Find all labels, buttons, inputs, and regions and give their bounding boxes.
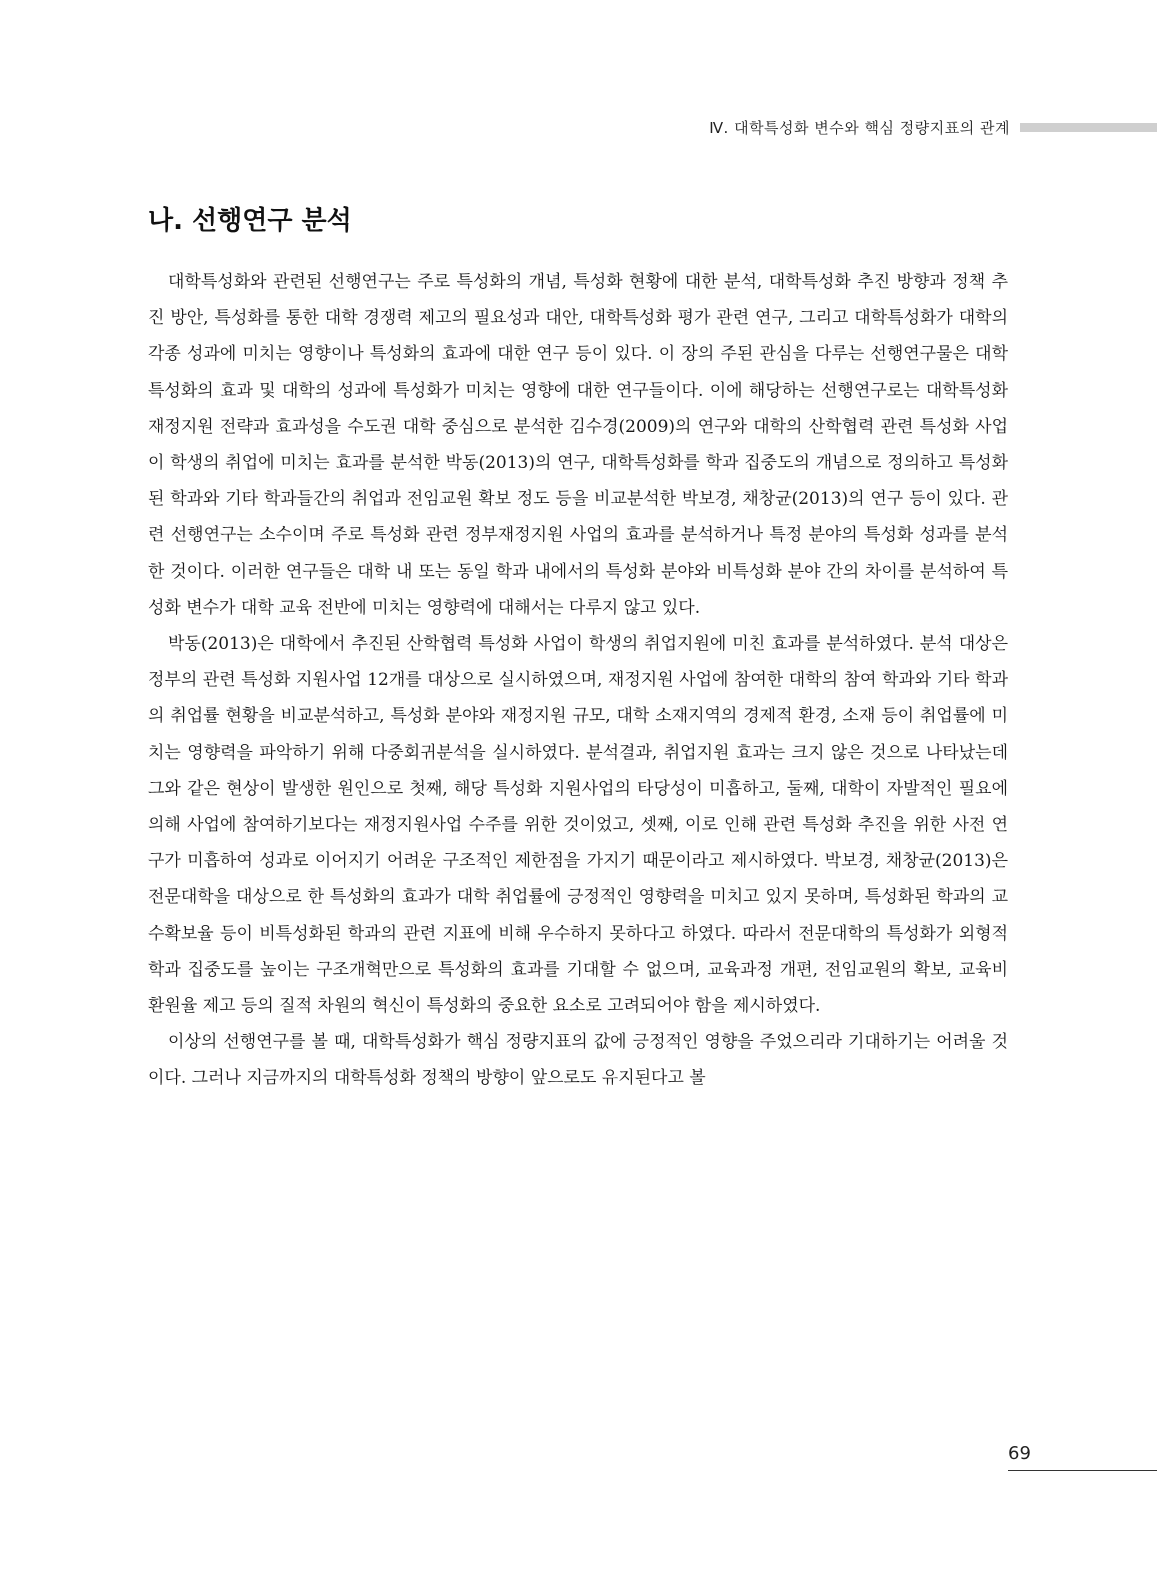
running-header: Ⅳ. 대학특성화 변수와 핵심 정량지표의 관계 [709,119,1010,137]
footer-rule [1008,1470,1157,1471]
body-text [148,264,1008,1097]
paragraph: 박동(2013)은 대학에서 추진된 산학협력 특성화 사업이 학생의 취업지원에 미친 효과를 분석하였다. 분석 대상은 정부의 관련 특성화 지원사업 12개를 대상으로 실시하였으며, 재정지원 사업에 참여한 대학의 참여 학과와 기타 학과의 취업률 현황을 비교분석하고, 특성화 분야와 재정지원 규모, 대학 소재지역의 경제적 환경, 소재 등이 취업률에 미치는 영향력을 파악하기 위해 다중회귀분석을 실시하였다. 분석결과, 취업지원 효과는 크지 않은 것으로 나타났는데 그와 같은 현상이 발생한 원인으로 첫째, 해당 특성화 지원사업의 타당성이 미흡하고, 둘째, 대학이 자발적인 필요에 의해 사업에 참여하기보다는 재정지원사업 수주를 위한 것이었고, 셋째, 이로 인해 관련 특성화 추진을 위한 사전 연구가 미흡하여 성과로 이어지기 어려운 구조적인 제한점을 가지기 때문이라고 제시하였다. 박보경, 채창균(2013)은 전문대학을 대상으로 한 특성화의 효과가 대학 취업률에 긍정적인 영향력을 미치고 있지 못하며, 특성화된 학과의 교수확보율 등이 비특성화된 학과의 관련 지표에 비해 우수하지 못하다고 하였다. 따라서 전문대학의 특성화가 외형적 학과 집중도를 높이는 구조개혁만으로 특성화의 효과를 기대할 수 없으며, 교육과정 개편, 전임교원의 확보, 교육비 환원율 제고 등의 질적 차원의 혁신이 특성화의 중요한 요소로 고려되어야 함을 제시하였다. [148,634,1008,1017]
page-number: 69 [1008,1443,1031,1464]
paragraph: 대학특성화와 관련된 선행연구는 주로 특성화의 개념, 특성화 현황에 대한 분석, 대학특성화 추진 방향과 정책 추진 방안, 특성화를 통한 대학 경쟁력 제고의 필요성과 대안, 대학특성화 평가 관련 연구, 그리고 대학특성화가 대학의 각종 성과에 미치는 영향이나 특성화의 효과에 대한 연구 등이 있다. 이 장의 주된 관심을 다루는 선행연구물은 대학특성화의 효과 및 대학의 성과에 특성화가 미치는 영향에 대한 연구들이다. 이에 해당하는 선행연구로는 대학특성화 재정지원 전략과 효과성을 수도권 대학 중심으로 분석한 김수경(2009)의 연구와 대학의 산학협력 관련 특성화 사업이 학생의 취업에 미치는 효과를 분석한 박동(2013)의 연구, 대학특성화를 학과 집중도의 개념으로 정의하고 특성화된 학과와 기타 학과들간의 취업과 전임교원 확보 정도 등을 비교분석한 박보경, 채창균(2013)의 연구 등이 있다. 관련 선행연구는 소수이며 주로 특성화 관련 정부재정지원 사업의 효과를 분석하거나 특정 분야의 특성화 성과를 분석한 것이다. 이러한 연구들은 대학 내 또는 동일 학과 내에서의 특성화 분야와 비특성화 분야 간의 차이를 분석하여 특성화 변수가 대학 교육 전반에 미치는 영향력에 대해서는 다루지 않고 있다. [148,272,1008,618]
section-title: 나. 선행연구 분석 [148,206,352,236]
paragraph: 이상의 선행연구를 볼 때, 대학특성화가 핵심 정량지표의 값에 긍정적인 영향을 주었으리라 기대하기는 어려울 것이다. 그러나 지금까지의 대학특성화 정책의 방향이 앞으로도 유지된다고 볼 [148,1032,1008,1089]
header-decoration-bar [1020,123,1157,132]
